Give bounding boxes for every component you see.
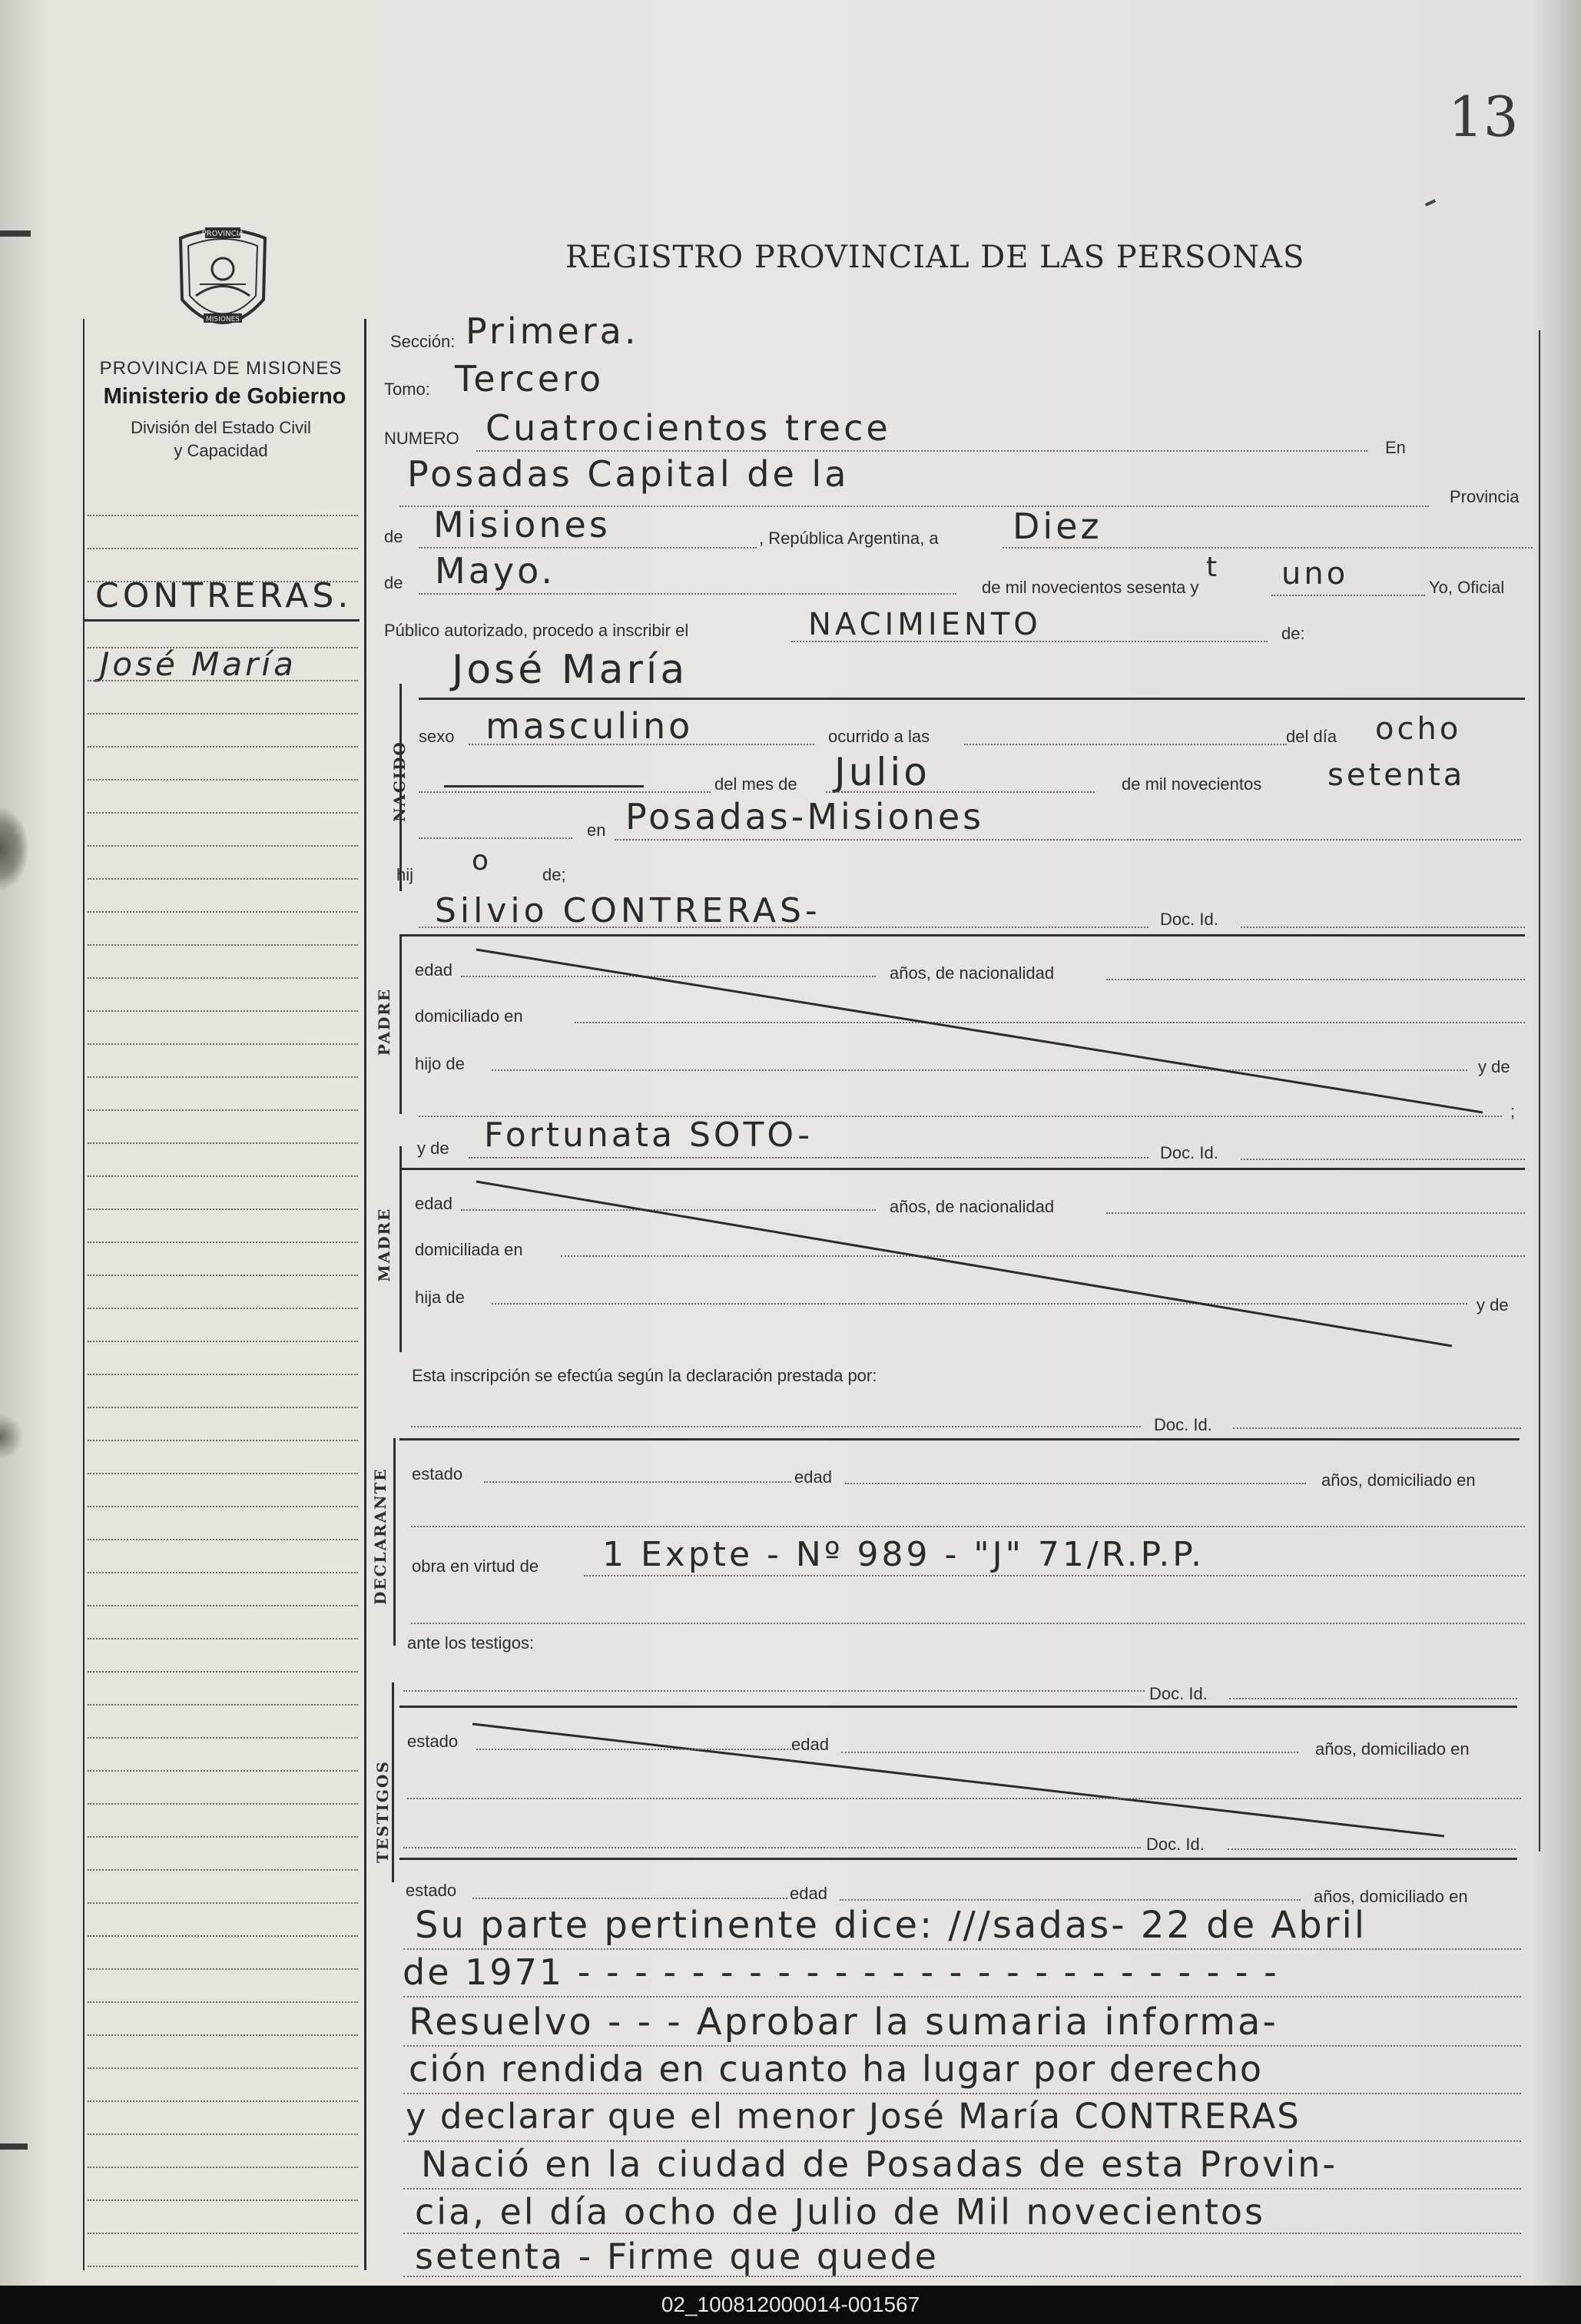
label-sesenta: de mil novecientos sesenta y [982,578,1199,597]
note-rule [403,1948,1521,1950]
dotted-rule [476,1749,791,1750]
ledger-line [88,1605,358,1606]
ledger-line [88,1506,358,1507]
ledger-line [88,1109,358,1111]
ledger-line [88,1407,358,1408]
label-estado-declarante: estado [412,1464,463,1484]
label-hij: hij [396,865,414,884]
ledger-line [88,1473,358,1474]
label-de-semicolon: de; [542,865,566,884]
label-domiciliado-padre: domiciliado en [415,1006,523,1026]
ledger-line [88,2167,358,2168]
note-line: Resuelvo - - - Aprobar la sumaria informa- [409,2001,1278,2044]
ledger-line [88,1770,358,1772]
note-line: Su parte pertinente dice: ///sadas- 22 de Abril [415,1904,1367,1947]
ledger-line [88,515,358,516]
ledger-line [88,2266,358,2267]
ledger-line [88,1374,358,1375]
emblem-top-text: PROVINCIA [201,230,244,238]
ledger-line [88,713,358,714]
ledger-line [88,1275,358,1276]
label-numero: NUMERO [384,429,459,448]
dotted-rule [411,1623,1525,1624]
section-padre: PADRE [375,987,393,1056]
dotted-rule [403,1847,1141,1848]
note-line: y declarar que el menor José María CONTRERAS [406,2096,1301,2137]
label-de-2: de [384,573,403,592]
dotted-rule [1229,1698,1517,1699]
ledger-line [88,944,358,946]
label-de-colon: de: [1281,624,1305,643]
ledger-line [88,977,358,979]
dotted-rule [845,1483,1306,1484]
ledger-line [88,1308,358,1309]
ledger-line [88,2100,358,2102]
ledger-line [88,1572,358,1573]
label-edad-madre: edad [415,1194,452,1213]
value-provincia: Misiones [433,504,611,545]
ledger-line [88,845,358,847]
page-number: 13 [1448,85,1519,149]
section-testigos: TESTIGOS [373,1760,392,1863]
ledger-line [88,1935,358,1937]
label-ante: ante los testigos: [407,1633,535,1653]
value-lugar-nac: Posadas-Misiones [625,796,985,837]
section-madre: MADRE [375,1207,393,1282]
value-dia-registro: Diez [1013,506,1102,547]
ledger-line [88,1010,358,1012]
declarante-border [393,1438,396,1646]
ledger-line [88,1142,358,1144]
value-sexo: masculino [486,705,694,747]
label-en: En [1385,438,1406,457]
ledger-line [88,1671,358,1673]
note-line: de 1971 - - - - - - - - - - - - - - - - - - - - - - - - - [403,1951,1279,1993]
division-name-2: y Capacidad [174,441,268,460]
note-rule [403,2140,1521,2142]
value-mes-registro: Mayo. [435,550,556,592]
label-doc-id-declarante: Doc. Id. [1154,1415,1212,1434]
value-tomo: Tercero [455,358,605,399]
ledger-line [88,1836,358,1838]
value-dia-nac: ocho [1375,711,1462,747]
ledger-line [88,1968,358,1970]
ledger-line [88,1803,358,1805]
note-rule [403,2233,1521,2234]
note-line: cia, el día ocho de Julio de Mil novecientos [415,2191,1266,2233]
label-republica: , República Argentina, a [759,529,939,548]
label-ocurrido: ocurrido a las [828,727,930,746]
label-doc-id-testigo-2: Doc. Id. [1146,1835,1205,1854]
label-doc-id-testigo-1: Doc. Id. [1149,1684,1208,1703]
label-anos-nac-madre: años, de nacionalidad [890,1197,1055,1216]
ministry-name: Ministerio de Gobierno [103,384,346,409]
ledger-line [88,2067,358,2069]
ledger-line [88,647,358,648]
strike-testigo [472,1724,1444,1836]
ledger-line [88,2233,358,2234]
note-rule [403,1996,1521,1997]
margin-given-names: José María [100,645,297,683]
label-inscripcion: Esta inscripción se efectúa según la declaración prestada por: [412,1366,877,1385]
ledger-line [88,548,358,549]
dotted-rule [584,1575,1525,1576]
dotted-rule [1228,1848,1516,1850]
dotted-rule [411,1526,1525,1527]
ledger-line [88,1539,358,1540]
note-line: Nació en la ciudad de Posadas de esta Provin- [421,2143,1337,2185]
label-sexo: sexo [419,727,455,746]
value-anio-nac: setenta [1327,758,1466,793]
declarante-top-rule [399,1438,1520,1440]
value-seccion: Primera. [466,310,639,352]
ledger-line [88,1737,358,1739]
dotted-rule [840,1899,1301,1901]
ledger-line [88,2133,358,2135]
label-semicolon: ; [1510,1102,1516,1121]
dotted-rule [407,1798,1521,1799]
note-rule [403,2188,1521,2190]
ledger-line [88,1440,358,1441]
ledger-line [88,2034,358,2036]
ledger-line [88,1043,358,1045]
value-anio-mark: t [1206,552,1221,583]
label-doc-id-padre: Doc. Id. [1160,910,1218,929]
note-line: ción rendida en cuanto ha lugar por derecho [409,2048,1263,2090]
label-y-de-madre-2: y de [1477,1295,1509,1315]
label-mil-novecientos: de mil novecientos [1122,774,1262,794]
value-madre: Fortunata SOTO- [484,1116,814,1155]
label-obra: obra en virtud de [412,1557,539,1576]
emblem-bottom-text: MISIONES [205,316,240,323]
testigos-second-rule [399,1858,1517,1860]
testigos-top-rule [399,1706,1517,1708]
note-line: setenta - Firme que quede [415,2236,939,2277]
document-title: REGISTRO PROVINCIAL DE LAS PERSONAS [565,240,1305,275]
margin-surname: CONTRERAS. [95,576,353,615]
note-rule [403,2276,1521,2277]
section-declarante: DECLARANTE [371,1467,389,1605]
value-nombre: José María [452,647,688,693]
ledger-line [88,1208,358,1210]
dotted-rule [411,1426,1141,1427]
strike-madre [476,1182,1452,1346]
ledger-line [88,581,358,582]
dotted-rule [1233,1427,1521,1429]
ledger-line [88,1704,358,1706]
ledger-line [88,2200,358,2201]
section-nacido: NACIDO [390,741,409,822]
ledger-line [88,1175,358,1177]
label-edad-testigo-1: edad [791,1735,829,1754]
ledger-line [88,1341,358,1342]
ledger-line [88,779,358,781]
value-lugar: Posadas Capital de la [407,453,850,495]
ledger-line [88,2001,358,2003]
ledger-line [88,812,358,814]
label-hijo-de: hijo de [415,1054,465,1073]
label-yo-oficial: Yo, Oficial [1429,578,1505,597]
note-rule [403,2093,1521,2094]
label-edad-testigo-2: edad [790,1884,827,1903]
ledger-line [88,878,358,880]
label-provincia: Provincia [1450,487,1520,506]
ledger-line [88,1638,358,1639]
label-seccion: Sección: [390,332,456,351]
label-doc-id-madre: Doc. Id. [1160,1143,1218,1162]
division-name: División del Estado Civil [131,418,311,437]
value-obra: 1 Expte - Nº 989 - "J" 71/R.P.P. [602,1535,1205,1574]
ledger-line [88,746,358,748]
strike-padre [476,950,1483,1112]
dotted-rule [484,1481,791,1483]
dotted-rule [841,1752,1298,1753]
ledger-line [88,1902,358,1904]
value-hijo-suffix: o [472,845,492,877]
label-publico: Público autorizado, procedo a inscribir el [384,621,689,640]
label-domiciliada-madre: domiciliada en [415,1240,523,1259]
label-tomo: Tomo: [384,380,430,399]
dotted-rule [472,1898,787,1899]
label-estado-testigo-1: estado [407,1732,459,1751]
label-estado-testigo-2: estado [406,1881,457,1900]
ledger-line [88,1242,358,1243]
province-name: PROVINCIA DE MISIONES [99,358,343,379]
note-rule [403,2045,1521,2047]
label-del-mes: del mes de [714,774,797,794]
label-del-dia: del día [1286,727,1337,746]
value-numero: Cuatrocientos trece [486,407,891,449]
ledger-line [88,1869,358,1871]
value-anio: uno [1281,556,1349,592]
label-anos-dom-testigo-1: años, domiciliado en [1315,1739,1470,1759]
testigos-border [392,1682,394,1882]
label-anos-dom-testigo-2: años, domiciliado en [1314,1887,1468,1906]
label-anos-nac-padre: años, de nacionalidad [890,963,1055,983]
label-edad-declarante: edad [794,1467,832,1487]
label-hija-de: hija de [415,1288,465,1307]
ledger-line [88,1076,358,1078]
label-anos-dom-declarante: años, domiciliado en [1321,1470,1476,1490]
label-de: de [384,527,403,546]
value-acto: NACIMIENTO [808,607,1042,642]
value-padre: Silvio CONTRERAS- [435,891,821,930]
value-mes-nac: Julio [834,750,930,794]
ledger-line [88,911,358,913]
scan-id: 02_100812000014-001567 [661,2293,920,2316]
label-en-lower: en [587,821,606,840]
label-y-de-padre: y de [1478,1057,1510,1076]
dotted-rule [403,1690,1145,1692]
label-edad-padre: edad [415,960,452,980]
ledger-line [88,680,358,681]
label-y-de-madre: y de [417,1139,449,1158]
